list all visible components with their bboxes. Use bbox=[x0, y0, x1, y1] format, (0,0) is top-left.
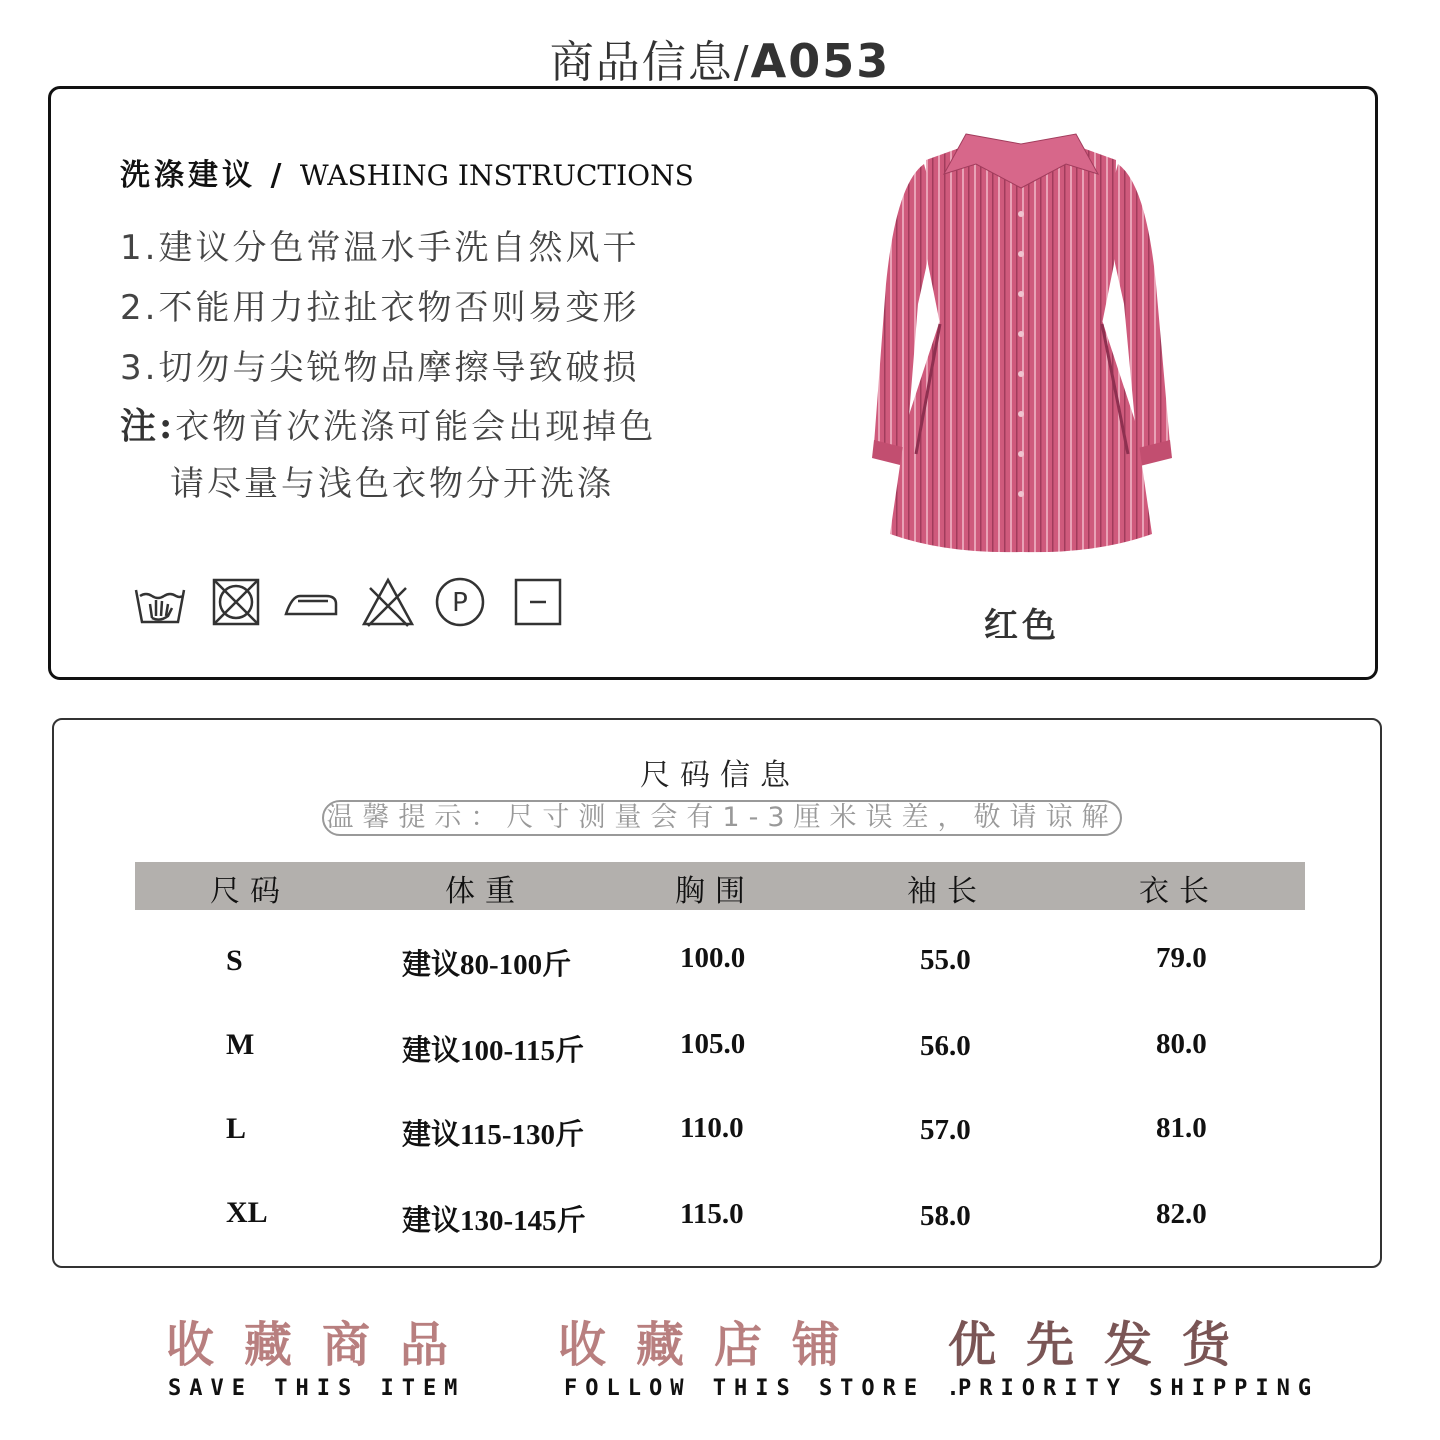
product-code: A053 bbox=[750, 34, 891, 88]
header-size: 尺码 bbox=[210, 874, 290, 909]
washing-heading bbox=[120, 150, 694, 194]
low-iron-icon bbox=[284, 574, 340, 630]
no-tumble-dry-icon bbox=[208, 574, 264, 630]
row-xl-chest: 115.0 bbox=[680, 1198, 744, 1230]
row-l-chest: 110.0 bbox=[680, 1112, 744, 1144]
save-item-sublabel[interactable]: SAVE THIS ITEM bbox=[168, 1376, 466, 1401]
washing-heading-zh: 洗涤建议 / bbox=[120, 158, 300, 193]
row-xl-length: 82.0 bbox=[1156, 1198, 1207, 1230]
row-s-sleeve: 55.0 bbox=[920, 944, 971, 976]
row-l-length: 81.0 bbox=[1156, 1112, 1207, 1144]
row-s-weight: 建议80-100斤 bbox=[402, 949, 572, 981]
care-icon-p-letter: P bbox=[452, 588, 468, 618]
header-chest: 胸围 bbox=[675, 874, 755, 909]
product-image bbox=[866, 124, 1176, 564]
washing-heading-en: WASHING INSTRUCTIONS bbox=[299, 159, 694, 192]
color-label: 红色 bbox=[984, 606, 1060, 646]
row-l-size: L bbox=[226, 1112, 247, 1145]
hand-wash-icon bbox=[132, 574, 188, 630]
no-bleach-icon bbox=[360, 574, 416, 630]
row-l-sleeve: 57.0 bbox=[920, 1114, 971, 1146]
title-prefix: 商品信息/ bbox=[549, 37, 751, 88]
row-m-weight: 建议100-115斤 bbox=[402, 1035, 585, 1067]
follow-store-label[interactable]: 收藏店铺 bbox=[558, 1317, 871, 1373]
page-title bbox=[0, 26, 1440, 90]
flat-dry-icon bbox=[510, 574, 566, 630]
row-l-weight: 建议115-130斤 bbox=[402, 1119, 585, 1151]
row-m-sleeve: 56.0 bbox=[920, 1030, 971, 1062]
row-s-length: 79.0 bbox=[1156, 942, 1207, 974]
note-line-1: 衣物首次洗涤可能会出现掉色 bbox=[175, 407, 657, 447]
size-tip: 温馨提示：尺寸测量会有1-3厘米误差，敬请谅解 bbox=[322, 800, 1122, 836]
note-label: 注: bbox=[120, 405, 176, 447]
dry-clean-p-icon bbox=[432, 574, 488, 630]
row-m-size: M bbox=[226, 1028, 255, 1061]
washing-line-2: 2.不能用力拉扯衣物否则易变形 bbox=[120, 288, 640, 328]
washing-line-3: 3.切勿与尖锐物品摩擦导致破损 bbox=[120, 348, 640, 388]
size-title: 尺码信息 bbox=[640, 758, 800, 793]
row-xl-size: XL bbox=[226, 1196, 268, 1229]
follow-store-sublabel[interactable]: FOLLOW THIS STORE . bbox=[564, 1376, 968, 1401]
priority-shipping-label[interactable]: 优先发货 bbox=[948, 1317, 1261, 1373]
row-xl-weight: 建议130-145斤 bbox=[402, 1205, 586, 1237]
row-s-chest: 100.0 bbox=[680, 942, 746, 974]
row-m-length: 80.0 bbox=[1156, 1028, 1207, 1060]
row-xl-sleeve: 58.0 bbox=[920, 1200, 971, 1232]
priority-shipping-sublabel[interactable]: PRIORITY SHIPPING bbox=[958, 1376, 1320, 1401]
row-m-chest: 105.0 bbox=[680, 1028, 746, 1060]
note-line-2: 请尽量与浅色衣物分开洗涤 bbox=[170, 464, 614, 504]
washing-note bbox=[120, 398, 656, 449]
header-sleeve: 袖长 bbox=[907, 874, 987, 909]
row-s-size: S bbox=[226, 944, 243, 977]
header-weight: 体重 bbox=[445, 874, 525, 909]
washing-line-1: 1.建议分色常温水手洗自然风干 bbox=[120, 228, 640, 268]
header-length: 衣长 bbox=[1139, 874, 1219, 909]
save-item-label[interactable]: 收藏商品 bbox=[166, 1317, 479, 1373]
